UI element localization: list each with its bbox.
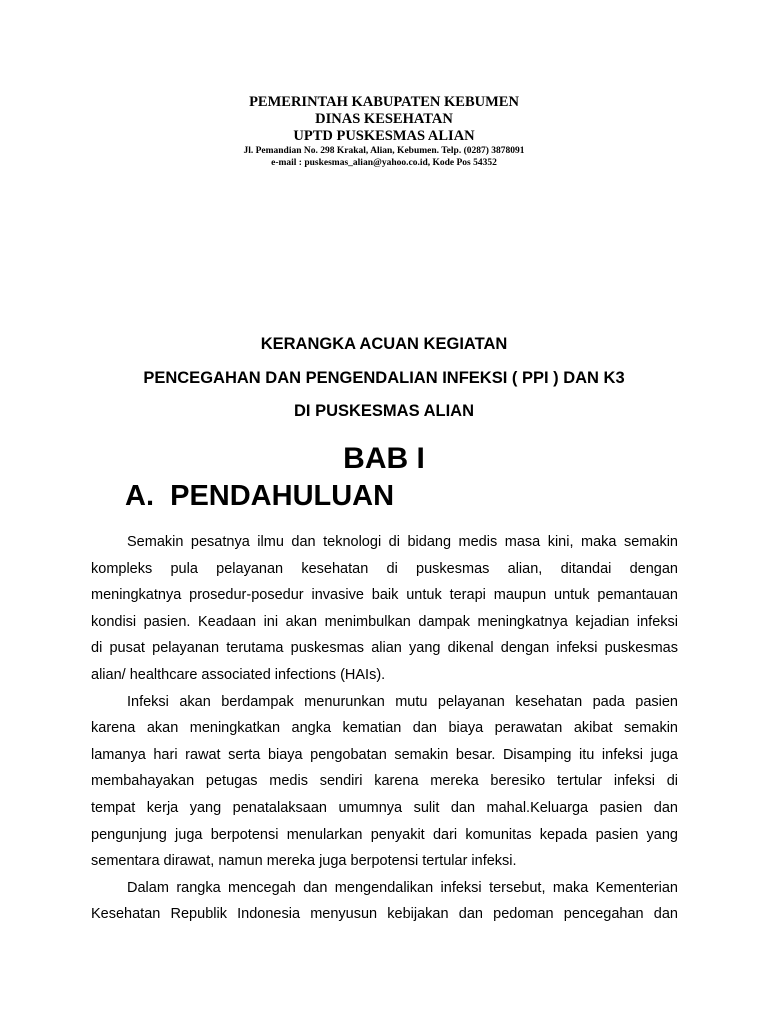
paragraph-line: lamanya hari rawat serta biaya pengobatan semakin besar. Disamping itu infeksi juga <box>91 746 678 763</box>
paragraph-line: Semakin pesatnya ilmu dan teknologi di bidang medis masa kini, maka semakin <box>127 534 678 550</box>
paragraph-line: sementara dirawat, namun mereka juga berpotensi tertular infeksi. <box>91 853 517 870</box>
document-title-2: PENCEGAHAN DAN PENGENDALIAN INFEKSI ( PPI ) DAN K3 <box>143 368 625 387</box>
paragraph-line: di pusat pelayanan terutama puskesmas alian yang dikenal dengan infeksi puskesmas <box>91 640 678 657</box>
letterhead-institution: UPTD PUSKESMAS ALIAN <box>293 128 475 144</box>
section-heading: A. PENDAHULUAN <box>125 480 395 512</box>
paragraph-line: Infeksi akan berdampak menurunkan mutu pelayanan kesehatan pada pasien <box>127 693 678 710</box>
letterhead-department: DINAS KESEHATAN <box>315 111 453 127</box>
document-title-1: KERANGKA ACUAN KEGIATAN <box>260 335 508 353</box>
paragraph-line: tempat kerja yang penatalaksaan umumnya sulit dan mahal.Keluarga pasien dan <box>91 799 678 816</box>
paragraph-line: Kesehatan Republik Indonesia menyusun kebijakan dan pedoman pencegahan dan <box>91 906 678 923</box>
paragraph-line: meningkatnya prosedur-posedur invasive baik untuk terapi maupun untuk pemantauan <box>91 587 678 604</box>
paragraph-line: kompleks pula pelayanan kesehatan di puskesmas alian, ditandai dengan <box>91 560 678 577</box>
paragraph-line: pengunjung juga berpotensi menularkan penyakit dari komunitas kepada pasien yang <box>91 826 678 843</box>
letterhead-address: Jl. Pemandian No. 298 Krakal, Alian, Kebumen. Telp. (0287) 3878091 <box>243 146 525 156</box>
letterhead-email: e-mail : puskesmas_alian@yahoo.co.id, Kode Pos 54352 <box>271 158 497 168</box>
paragraph-line: Dalam rangka mencegah dan mengendalikan infeksi tersebut, maka Kementerian <box>127 879 678 896</box>
paragraph-line: kondisi pasien. Keadaan ini akan menimbulkan dampak meningkatnya kejadian infeksi <box>91 613 678 630</box>
chapter-heading: BAB I <box>343 441 425 475</box>
letterhead-government: PEMERINTAH KABUPATEN KEBUMEN <box>249 94 519 110</box>
paragraph-line: alian/ healthcare associated infections (HAIs). <box>91 666 386 683</box>
document-title-3: DI PUSKESMAS ALIAN <box>294 402 474 420</box>
paragraph-line: karena akan meningkatkan angka kematian dan biaya perawatan akibat semakin <box>91 720 678 737</box>
document-titles <box>0 328 768 477</box>
body-text <box>91 529 678 928</box>
paragraph-line: membahayakan petugas medis sendiri karena mereka beresiko tertular infeksi di <box>91 773 678 790</box>
letterhead <box>0 94 768 169</box>
